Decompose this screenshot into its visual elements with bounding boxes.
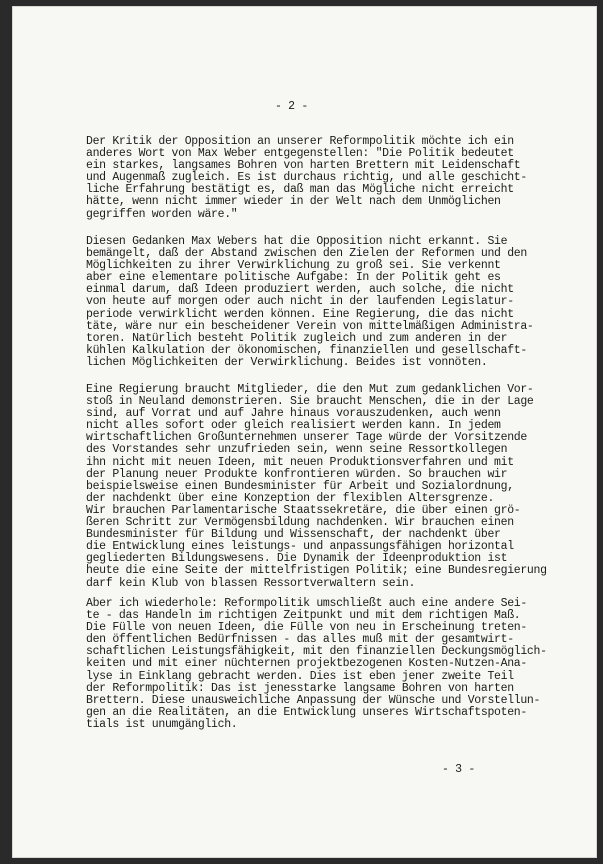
text-line: die Entwicklung eines leistungs- und anpassungsfähigen horizontal xyxy=(86,540,514,554)
text-line: Die Fülle von neuen Ideen, die Fülle von neu in Erscheinung treten- xyxy=(86,621,527,635)
text-line: gen an die Realitäten, an die Entwicklung unseres Wirtschaftspoten- xyxy=(86,705,527,719)
text-line: te - das Handeln im richtigen Zeitpunkt und mit dem richtigen Maß. xyxy=(86,609,521,623)
paragraph-3 xyxy=(86,384,581,590)
text-line: der Planung neuer Produkte konfrontieren würden. So brauchen wir xyxy=(86,467,508,481)
text-line: aber eine elementare politische Aufgabe: In der Politik geht es xyxy=(86,271,501,285)
text-line: heute die eine Seite der mittelfristigen Politik; eine Bundesregierung xyxy=(86,564,547,578)
text-line: gegliederten Bildungswesens. Die Dynamik der Ideenproduktion ist xyxy=(86,552,508,566)
text-line: ßeren Schritt zur Vermögensbildung nachdenken. Wir brauchen einen xyxy=(86,516,514,530)
text-line: hätte, wenn nicht immer wieder in der Welt nach dem Unmöglichen xyxy=(86,195,501,209)
text-line: Brettern. Diese unausweichliche Anpassung der Wünsche und Vorstellun- xyxy=(86,693,541,707)
text-line: schaftlichen Leistungsfähigkeit, mit den finanziellen Deckungsmöglich- xyxy=(86,645,547,659)
text-line: Aber ich wiederhole: Reformpolitik umschließt auch eine andere Sei- xyxy=(86,597,527,610)
paragraph-1 xyxy=(86,136,581,221)
text-line: Möglichkeiten zu ihrer Verwirklichung zu groß sei. Sie verkennt xyxy=(86,259,501,273)
text-line: liche Erfahrung bestätigt es, daß man das Mögliche nicht erreicht xyxy=(86,183,514,197)
page-number-top: - 2 - xyxy=(275,100,308,113)
text-line: Wir brauchen Parlamentarische Staatssekretäre, die über einen grö- xyxy=(86,503,521,517)
text-line: keiten und mit einer nüchternen projektbezogenen Kosten-Nutzen-Ana- xyxy=(86,657,527,671)
text-line: Bundesminister für Bildung und Wissenschaft, der nachdenkt über xyxy=(86,528,501,542)
paragraph-4 xyxy=(86,598,581,731)
text-line: ein starkes, langsames Bohren von harten Brettern mit Leidenschaft xyxy=(86,159,521,173)
text-line: von heute auf morgen oder auch nicht in der laufenden Legislatur- xyxy=(86,295,514,309)
text-line: tials ist unumgänglich. xyxy=(86,717,238,731)
text-line: sind, auf Vorrat und auf Jahre hinaus vorauszudenken, auch wenn xyxy=(86,407,501,421)
text-line: lyse in Einklang gebracht werden. Dies ist eben jener zweite Teil xyxy=(86,669,514,683)
text-line: nicht alles sofort oder gleich realisiert werden kann. In jedem xyxy=(86,419,501,433)
text-line: der Reformpolitik: Das ist jenesstarke langsame Bohren von harten xyxy=(86,681,514,695)
paragraph-2 xyxy=(86,236,581,369)
text-line: stoß in Neuland demonstrieren. Sie braucht Menschen, die in der Lage xyxy=(86,395,534,409)
text-line: beispielsweise einen Bundesminister für Arbeit und Sozialordnung, xyxy=(86,479,514,493)
text-line: der nachdenkt über eine Konzeption der flexiblen Altersgrenze. xyxy=(86,491,495,505)
text-line: und Augenmaß zugleich. Es ist durchaus richtig, und alle geschicht- xyxy=(86,171,527,185)
page-number-bottom: - 3 - xyxy=(442,763,475,776)
text-line: Der Kritik der Opposition an unserer Reformpolitik möchte ich ein xyxy=(86,135,514,148)
text-line: gegriffen worden wäre." xyxy=(86,207,238,221)
text-line: des Vorstandes sehr unzufrieden sein, wenn seine Ressortkollegen xyxy=(86,443,508,457)
text-line: bemängelt, daß der Abstand zwischen den Zielen der Reformen und den xyxy=(86,247,527,261)
text-line: toren. Natürlich besteht Politik zugleich und zum anderen in der xyxy=(86,331,508,345)
document-page xyxy=(12,6,597,858)
text-line: einmal darum, daß Ideen produziert werden, auch solche, die nicht xyxy=(86,283,514,297)
text-line: darf kein Klub von blassen Ressortverwaltern sein. xyxy=(86,576,416,590)
text-line: täte, wäre nur ein bescheidener Verein von mittelmäßigen Administra- xyxy=(86,319,534,333)
text-line: den öffentlichen Bedürfnissen - das alles muß mit der gesamtwirt- xyxy=(86,633,514,647)
text-line: Diesen Gedanken Max Webers hat die Opposition nicht erkannt. Sie xyxy=(86,235,508,248)
text-line: lichen Möglichkeiten der Verwirklichung. Beides ist vonnöten. xyxy=(86,355,488,369)
text-line: Eine Regierung braucht Mitglieder, die den Mut zum gedanklichen Vor- xyxy=(86,383,534,396)
text-line: anderes Wort von Max Weber entgegenstellen: "Die Politik bedeutet xyxy=(86,147,514,161)
text-line: periode verwirklicht werden können. Eine Regierung, die das nicht xyxy=(86,307,514,321)
text-line: ihn nicht mit neuen Ideen, mit neuen Produktionsverfahren und mit xyxy=(86,455,514,469)
text-line: wirtschaftlichen Großunternehmen unserer Tage würde der Vorsitzende xyxy=(86,431,527,445)
text-line: kühlen Kalkulation der ökonomischen, finanziellen und gesellschaft- xyxy=(86,343,527,357)
